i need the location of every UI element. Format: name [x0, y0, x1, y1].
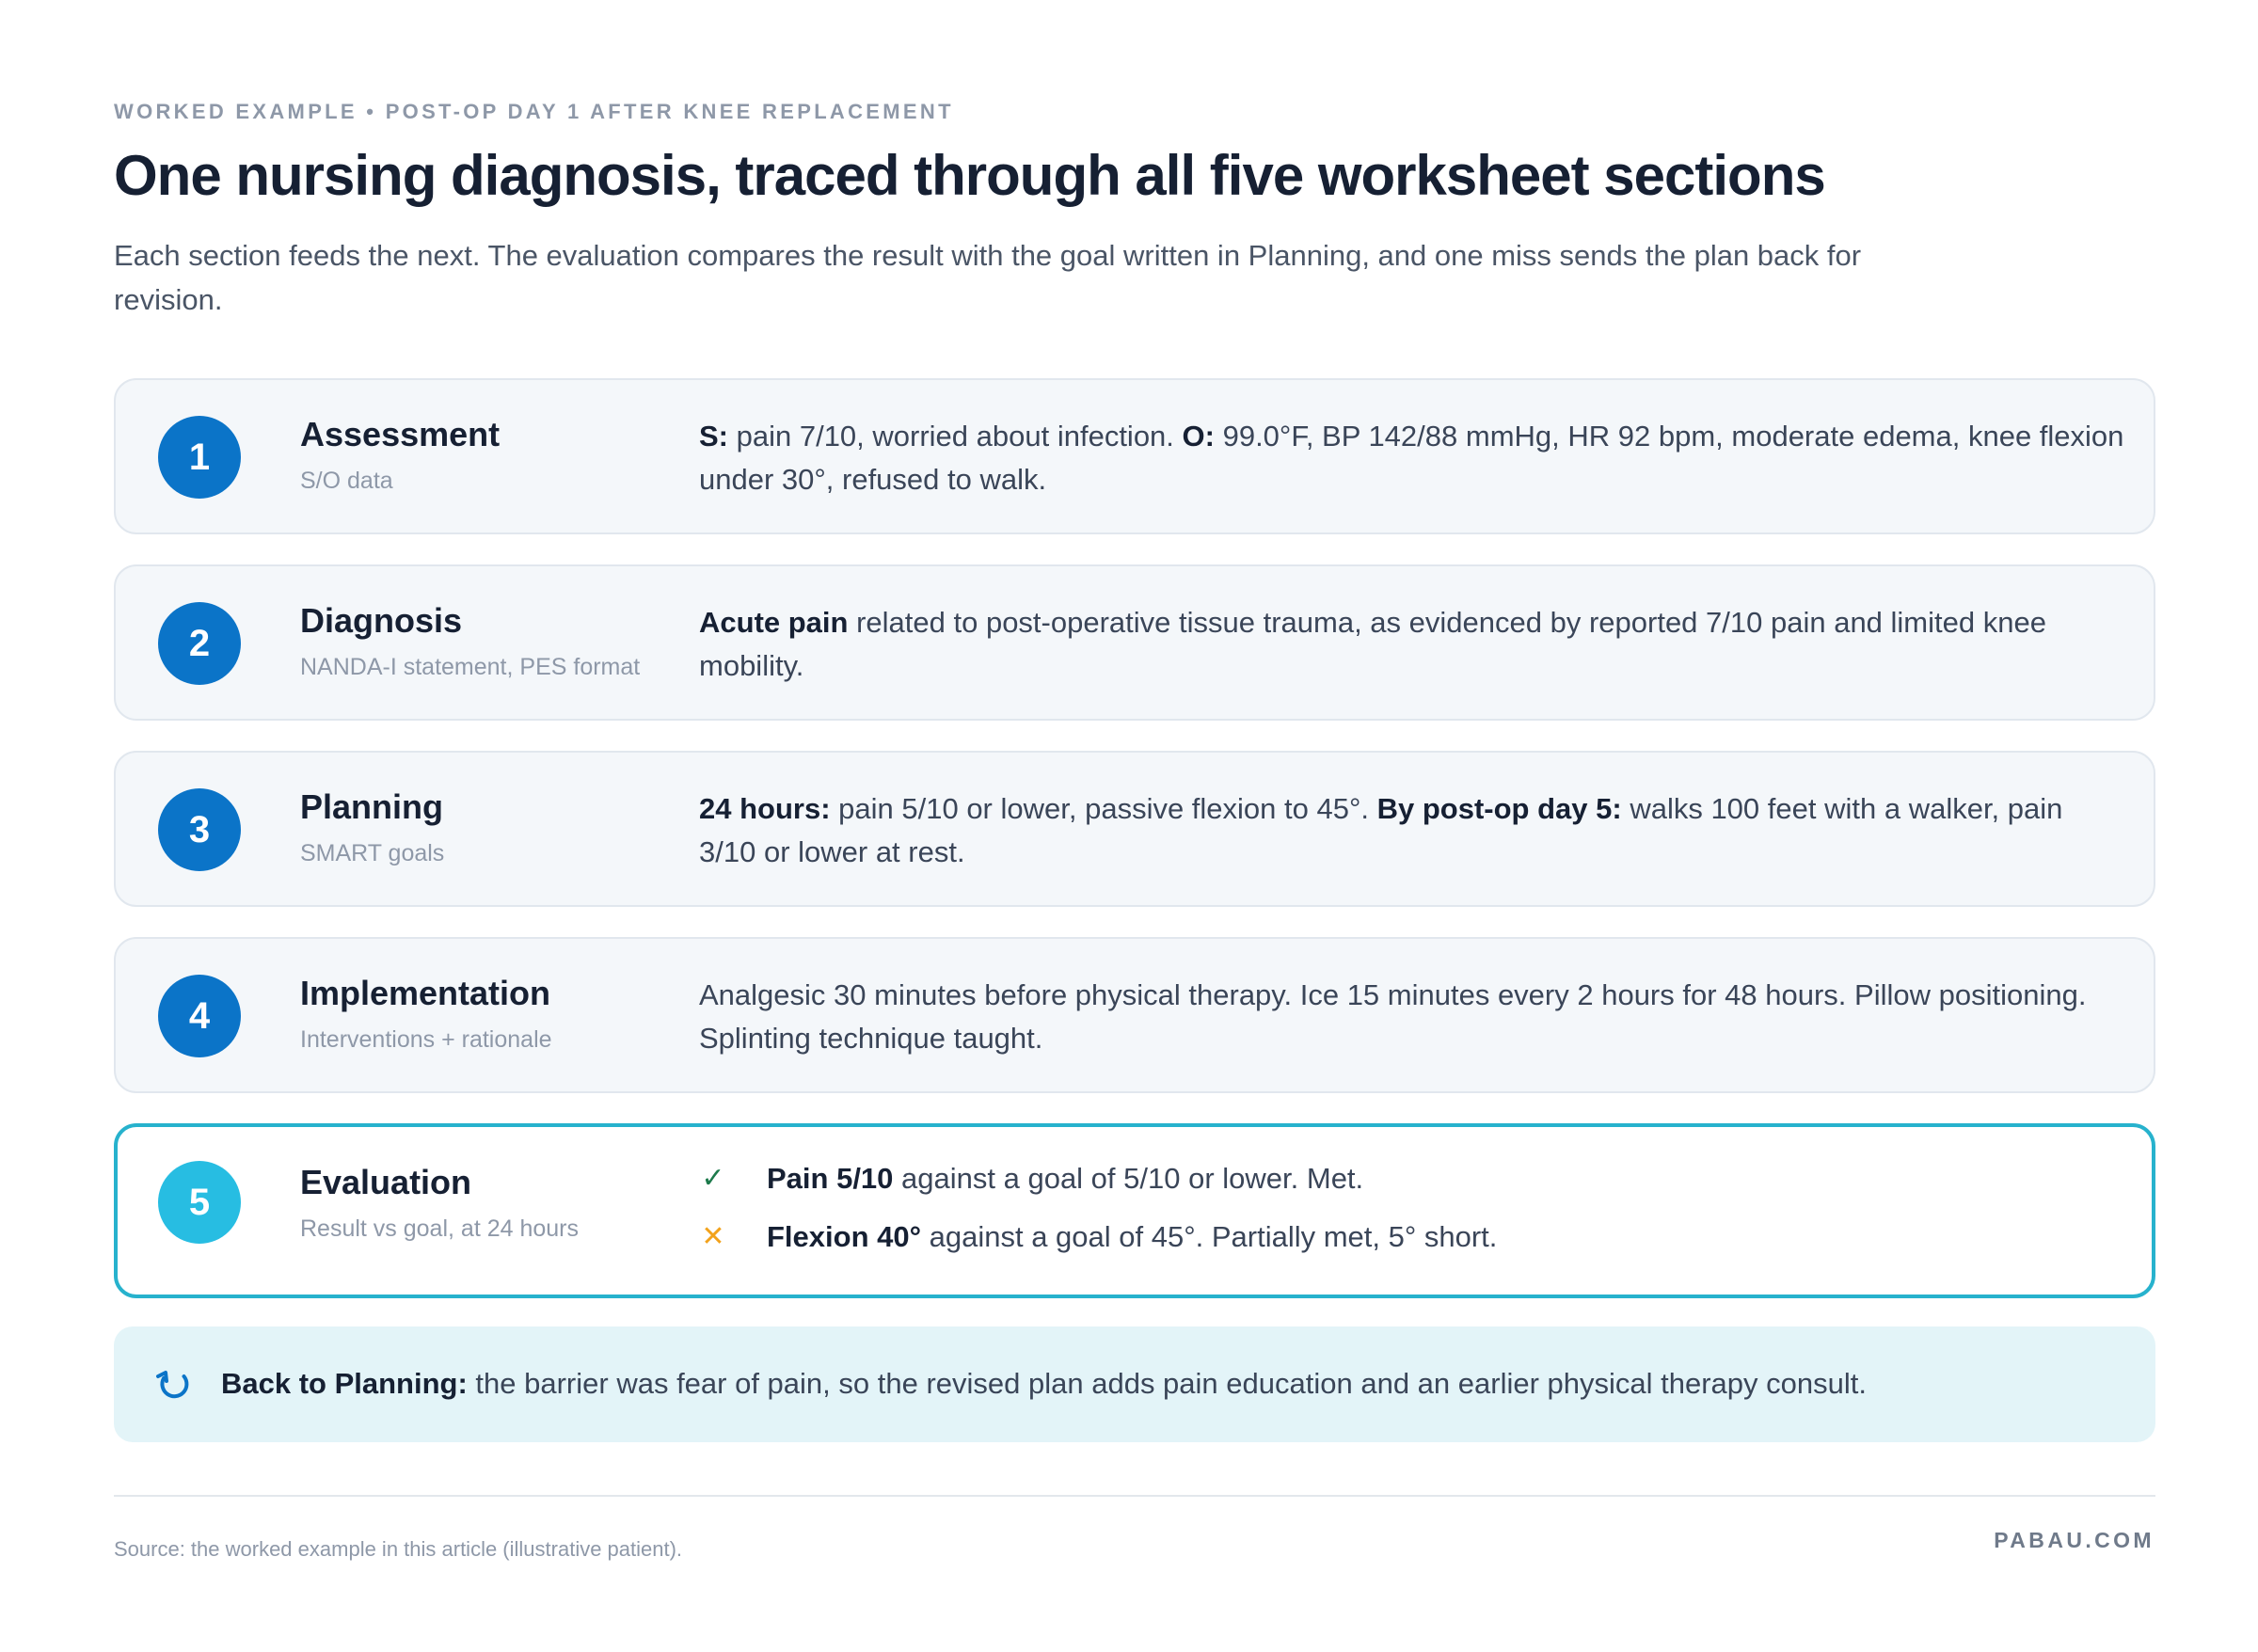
evaluation-result-detail: against a goal of 45°. Partially met, 5° short.	[921, 1220, 1498, 1253]
stage-body	[699, 974, 2124, 1060]
stage-body-bold: S:	[699, 420, 728, 453]
cross-icon: ✕	[701, 1221, 725, 1252]
stage-body-text: Analgesic 30 minutes before physical therapy. Ice 15 minutes every 2 hours for 48 hours. Pillow positioning. Splinting technique taught.	[699, 978, 2087, 1055]
stage-number-badge: 1	[158, 416, 241, 499]
stage-subtitle: S/O data	[300, 468, 393, 494]
stage-body-text: walks 100 feet with a walker, pain 3/10 or lower at rest.	[699, 792, 2063, 868]
stage-number-badge: 4	[158, 975, 241, 1057]
stage-body-bold: 24 hours:	[699, 792, 831, 825]
stage-body-text: related to post-operative tissue trauma, as evidenced by reported 7/10 pain and limited knee mobility.	[699, 606, 2046, 682]
stage-name: Evaluation	[300, 1163, 472, 1201]
stage-body	[699, 787, 2124, 874]
eyebrow: WORKED EXAMPLE • POST-OP DAY 1 AFTER KNEE REPLACEMENT	[114, 100, 954, 123]
evaluation-result-text	[767, 1157, 1363, 1200]
evaluation-result-detail: against a goal of 5/10 or lower. Met.	[893, 1162, 1364, 1195]
stage-body-bold: Acute pain	[699, 606, 849, 639]
stage-subtitle: SMART goals	[300, 840, 445, 866]
stage-card-implementation	[114, 937, 2155, 1093]
stage-name: Implementation	[300, 974, 551, 1012]
stage-name: Assessment	[300, 415, 501, 453]
evaluation-result-text	[767, 1215, 1497, 1259]
back-to-planning-callout	[114, 1326, 2155, 1442]
stage-body-text: pain 5/10 or lower, passive flexion to 45°.	[830, 792, 1377, 825]
stage-body-text: pain 7/10, worried about infection.	[728, 420, 1183, 453]
stage-card-assessment	[114, 378, 2155, 534]
stage-subtitle: NANDA-I statement, PES format	[300, 654, 641, 680]
stage-number-badge: 3	[158, 788, 241, 871]
stage-subtitle: Result vs goal, at 24 hours	[300, 1215, 579, 1242]
stage-body-text: 99.0°F, BP 142/88 mmHg, HR 92 bpm, moderate edema, knee flexion under 30°, refused to walk.	[699, 420, 2124, 496]
evaluation-result-bold: Pain 5/10	[767, 1162, 894, 1195]
callout-detail: the barrier was fear of pain, so the revised plan adds pain education and an earlier physical therapy consult.	[467, 1367, 1867, 1400]
stage-number-badge: 5	[158, 1161, 241, 1244]
footer-divider	[114, 1495, 2155, 1497]
stage-body	[699, 415, 2124, 501]
stage-name: Planning	[300, 787, 443, 826]
loop-arrow-icon	[155, 1364, 193, 1402]
source-note: Source: the worked example in this article (illustrative patient).	[114, 1537, 683, 1561]
stage-body-bold: O:	[1182, 420, 1215, 453]
brand-wordmark: PABAU.COM	[1994, 1528, 2155, 1552]
stage-name: Diagnosis	[300, 601, 463, 640]
stage-card-planning	[114, 751, 2155, 907]
check-icon: ✓	[701, 1163, 725, 1194]
callout-bold: Back to Planning:	[221, 1367, 468, 1400]
stage-body	[699, 601, 2124, 688]
stage-subtitle: Interventions + rationale	[300, 1026, 552, 1053]
callout-text	[221, 1362, 1867, 1406]
stage-card-diagnosis	[114, 564, 2155, 721]
page-subtitle: Each section feeds the next. The evaluation compares the result with the goal written in Planning, and one miss sends the plan back for revision.	[114, 239, 1862, 316]
evaluation-result-bold: Flexion 40°	[767, 1220, 922, 1253]
stage-body-bold: By post-op day 5:	[1376, 792, 1622, 825]
stage-number-badge: 2	[158, 602, 241, 685]
stage-card-evaluation	[114, 1123, 2155, 1298]
page-title: One nursing diagnosis, traced through all five worksheet sections	[114, 144, 1825, 207]
